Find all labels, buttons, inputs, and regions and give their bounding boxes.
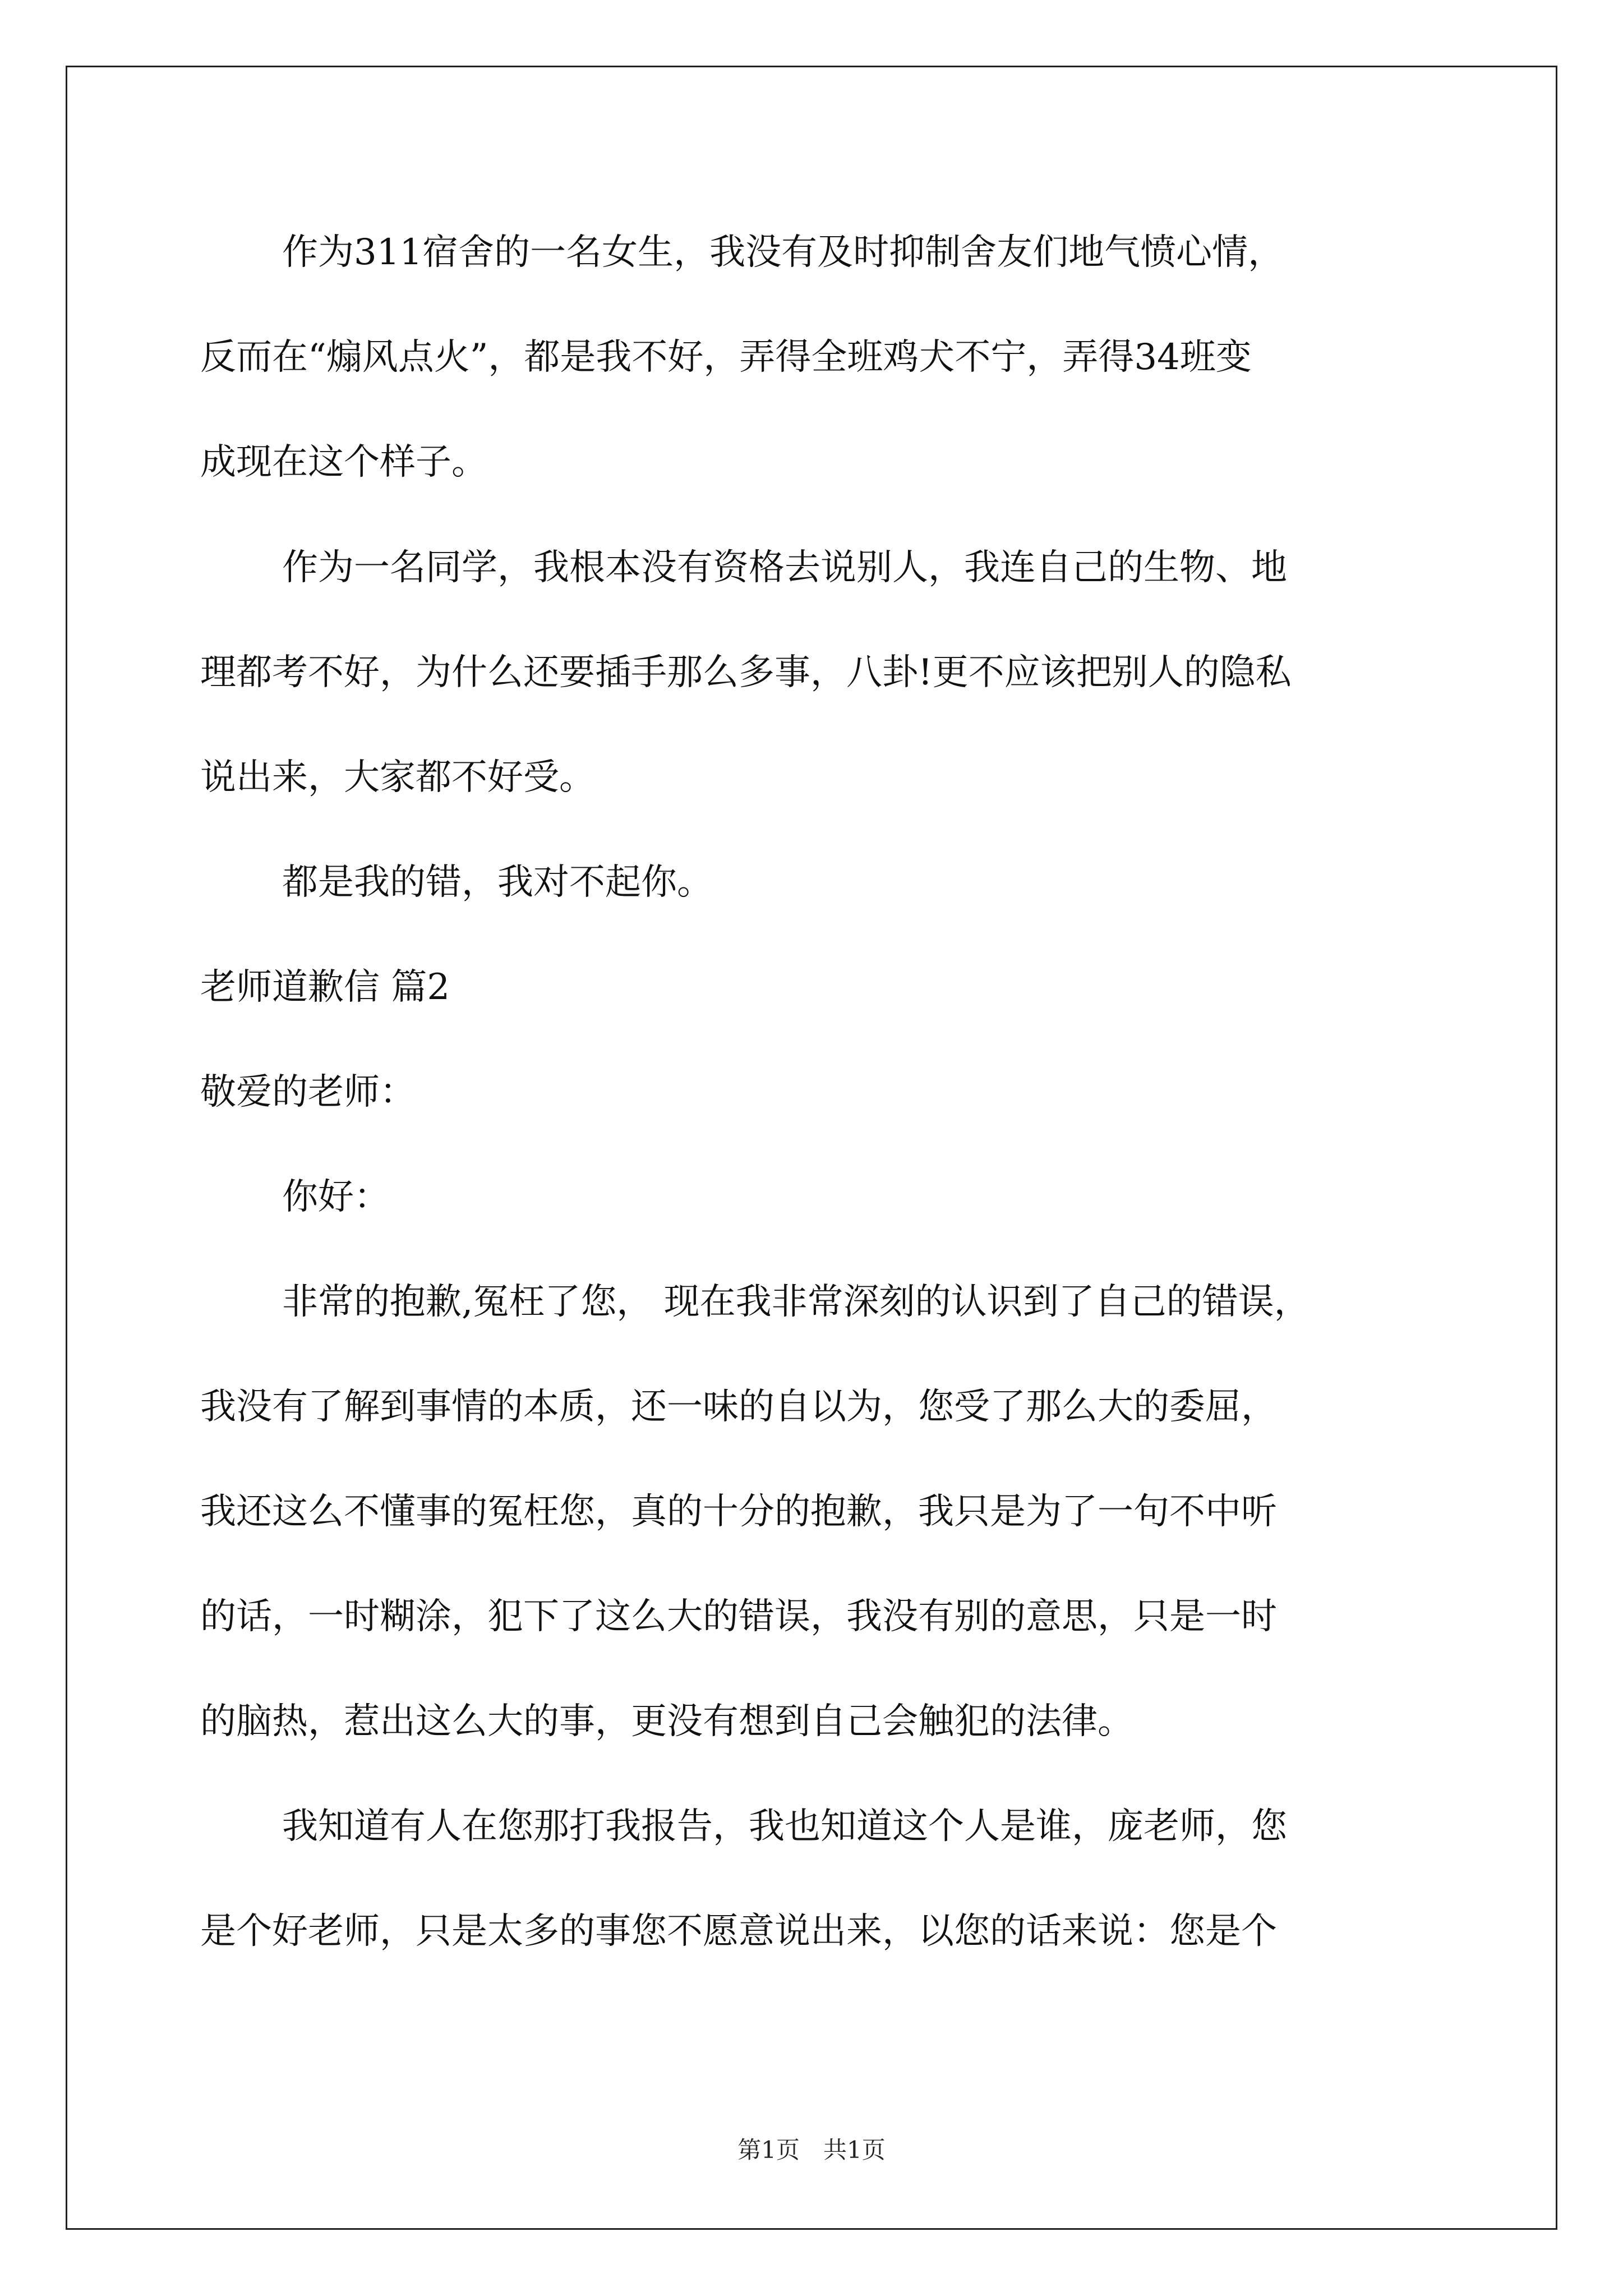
greeting: 你好：: [282, 1176, 390, 1218]
page-footer: 第1页 共1页: [737, 2136, 886, 2164]
paragraph-line: 说出来，大家都不好受。: [200, 757, 595, 798]
paragraph-line: 我知道有人在您那打我报告，我也知道这个人是谁，庞老师，您: [282, 1806, 1287, 1847]
paragraph-line: 非常的抱歉,冤枉了您， 现在我非常深刻的认识到了自己的错误，: [282, 1281, 1310, 1323]
paragraph-line: 是个好老师，只是太多的事您不愿意说出来，以您的话来说：您是个: [200, 1911, 1277, 1952]
paragraph-line: 理都考不好，为什么还要插手那么多事，八卦!更不应该把别人的隐私: [200, 652, 1292, 693]
section-heading: 老师道歉信 篇2: [200, 967, 450, 1008]
paragraph-line: 我没有了解到事情的本质，还一味的自以为，您受了那么大的委屈，: [200, 1386, 1277, 1428]
paragraph-line: 反而在“煽风点火”，都是我不好，弄得全班鸡犬不宁，弄得34班变: [200, 337, 1252, 378]
paragraph-line: 作为一名同学，我根本没有资格去说别人，我连自己的生物、地: [282, 547, 1287, 588]
paragraph-line: 成现在这个样子。: [200, 441, 487, 483]
paragraph-line: 作为311宿舍的一名女生，我没有及时抑制舍友们地气愤心情，: [282, 232, 1284, 273]
paragraph-line: 的脑热，惹出这么大的事，更没有想到自己会触犯的法律。: [200, 1701, 1133, 1742]
paragraph-line: 我还这么不懂事的冤枉您，真的十分的抱歉，我只是为了一句不中听: [200, 1491, 1277, 1533]
paragraph-line: 都是我的错，我对不起你。: [282, 862, 713, 903]
salutation: 敬爱的老师：: [200, 1071, 416, 1113]
paragraph-line: 的话，一时糊涂，犯下了这么大的错误，我没有别的意思，只是一时: [200, 1596, 1277, 1637]
page-border: [66, 66, 1557, 2230]
